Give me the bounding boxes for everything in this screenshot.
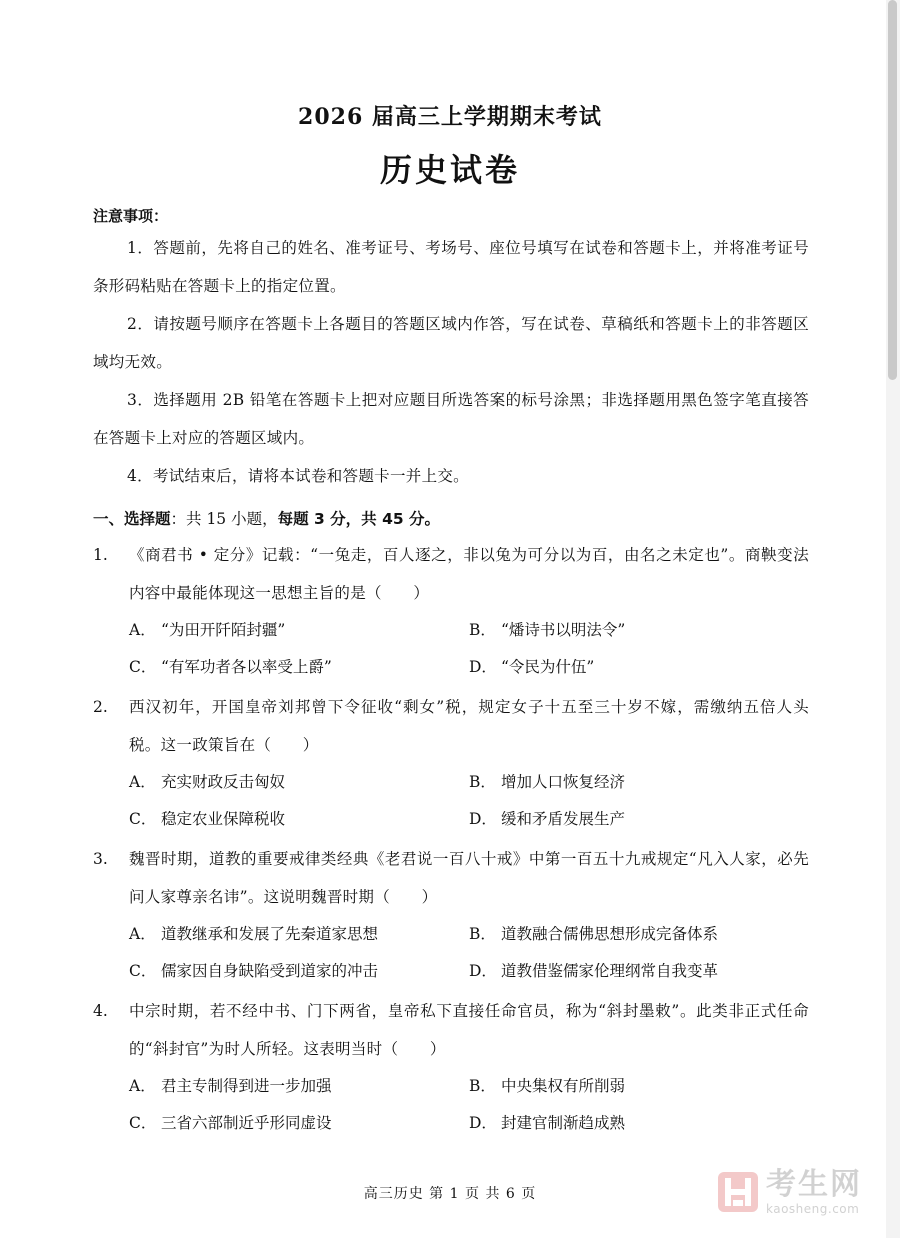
option-b xyxy=(469,764,809,801)
section-score-rule: 每题 3 分，共 45 分。 xyxy=(277,510,441,528)
option-a xyxy=(129,764,469,801)
option-text: 缓和矛盾发展生产 xyxy=(501,810,626,828)
section-desc: ：共 15 小题， xyxy=(170,510,278,528)
question-number: 1. xyxy=(93,546,108,564)
option-text: 充实财政反击匈奴 xyxy=(161,773,286,791)
option-c xyxy=(129,649,469,686)
notice-item: 4．考试结束后，请将本试卷和答题卡一并上交。 xyxy=(127,467,469,485)
option-letter: A． xyxy=(129,925,156,943)
question-number: 4. xyxy=(93,1002,108,1020)
question-stem: 魏晋时期，道教的重要戒律类经典《老君说一百八十戒》中第一百五十九戒规定“凡入人家，必先问人家尊亲名讳”。这说明魏晋时期（ ） xyxy=(129,850,809,906)
option-d xyxy=(469,649,809,686)
watermark-brand: 考生网 xyxy=(766,1166,862,1202)
option-letter: C． xyxy=(129,810,157,828)
question-3 xyxy=(93,840,809,990)
option-letter: D． xyxy=(469,962,497,980)
notice-heading: 注意事项： xyxy=(93,207,169,225)
option-d xyxy=(469,801,809,838)
option-text: 中央集权有所削弱 xyxy=(501,1077,626,1095)
option-letter: D． xyxy=(469,1114,497,1132)
question-options xyxy=(129,764,809,838)
watermark-text xyxy=(766,1166,862,1216)
option-a xyxy=(129,612,469,649)
option-c xyxy=(129,953,469,990)
notice-item: 3．选择题用 2B 铅笔在答题卡上把对应题目所选答案的标号涂黑；非选择题用黑色签字笔直接答在答题卡上对应的答题区域内。 xyxy=(93,391,809,447)
notice-item: 2．请按题号顺序在答题卡上各题目的答题区域内作答，写在试卷、草稿纸和答题卡上的非答题区域均无效。 xyxy=(93,315,809,371)
kaosheng-logo-icon xyxy=(716,1170,760,1214)
exam-title: 2026 届高三上学期期末考试 xyxy=(298,104,602,130)
question-number: 3. xyxy=(93,850,108,868)
option-text: 道教融合儒佛思想形成完备体系 xyxy=(501,925,719,943)
option-letter: C． xyxy=(129,1114,157,1132)
option-letter: C． xyxy=(129,962,157,980)
question-options xyxy=(129,1068,809,1142)
option-text: 儒家因自身缺陷受到道家的冲击 xyxy=(161,962,379,980)
option-a xyxy=(129,916,469,953)
option-text: “令民为什伍” xyxy=(501,658,595,676)
option-letter: B． xyxy=(469,925,496,943)
option-text: 增加人口恢复经济 xyxy=(501,773,626,791)
question-4 xyxy=(93,992,809,1142)
question-number: 2. xyxy=(93,698,108,716)
question-2 xyxy=(93,688,809,838)
option-text: “有军功者各以率受上爵” xyxy=(161,658,332,676)
question-stem: 中宗时期，若不经中书、门下两省，皇帝私下直接任命官员，称为“斜封墨敕”。此类非正式任命的“斜封官”为时人所轻。这表明当时（ ） xyxy=(129,1002,809,1058)
option-text: 稳定农业保障税收 xyxy=(161,810,286,828)
option-text: 三省六部制近乎形同虚设 xyxy=(161,1114,332,1132)
option-text: 封建官制渐趋成熟 xyxy=(501,1114,626,1132)
option-a xyxy=(129,1068,469,1105)
option-b xyxy=(469,612,809,649)
question-stem: 《商君书 • 定分》记载：“一兔走，百人逐之，非以兔为可分以为百，由名之未定也”。商鞅变法内容中最能体现这一思想主旨的是（ ） xyxy=(129,546,809,602)
option-d xyxy=(469,1105,809,1142)
option-b xyxy=(469,916,809,953)
option-d xyxy=(469,953,809,990)
question-options xyxy=(129,612,809,686)
option-letter: D． xyxy=(469,658,497,676)
option-letter: A． xyxy=(129,1077,156,1095)
question-1 xyxy=(93,536,809,686)
option-b xyxy=(469,1068,809,1105)
notice-item: 1．答题前，先将自己的姓名、准考证号、考场号、座位号填写在试卷和答题卡上，并将准考证号条形码粘贴在答题卡上的指定位置。 xyxy=(93,239,809,295)
option-c xyxy=(129,1105,469,1142)
watermark-domain: kaosheng.com xyxy=(766,1201,860,1216)
option-text: 君主专制得到进一步加强 xyxy=(161,1077,332,1095)
option-text: “为田开阡陌封疆” xyxy=(161,621,286,639)
option-c xyxy=(129,801,469,838)
option-text: “燔诗书以明法令” xyxy=(501,621,626,639)
option-letter: A． xyxy=(129,621,156,639)
subject-title: 历史试卷 xyxy=(379,151,520,189)
section-label: 一、选择题 xyxy=(93,510,171,528)
option-text: 道教继承和发展了先秦道家思想 xyxy=(161,925,379,943)
option-letter: D． xyxy=(469,810,497,828)
option-letter: B． xyxy=(469,621,496,639)
section-heading xyxy=(93,505,440,533)
page-footer: 高三历史 第 1 页 共 6 页 xyxy=(363,1186,537,1202)
option-letter: B． xyxy=(469,773,496,791)
option-letter: A． xyxy=(129,773,156,791)
question-options xyxy=(129,916,809,990)
option-text: 道教借鉴儒家伦理纲常自我变革 xyxy=(501,962,719,980)
question-stem: 西汉初年，开国皇帝刘邦曾下令征收“剩女”税，规定女子十五至三十岁不嫁，需缴纳五倍人头税。这一政策旨在（ ） xyxy=(129,698,809,754)
option-letter: B． xyxy=(469,1077,496,1095)
watermark xyxy=(716,1162,886,1222)
option-letter: C． xyxy=(129,658,157,676)
